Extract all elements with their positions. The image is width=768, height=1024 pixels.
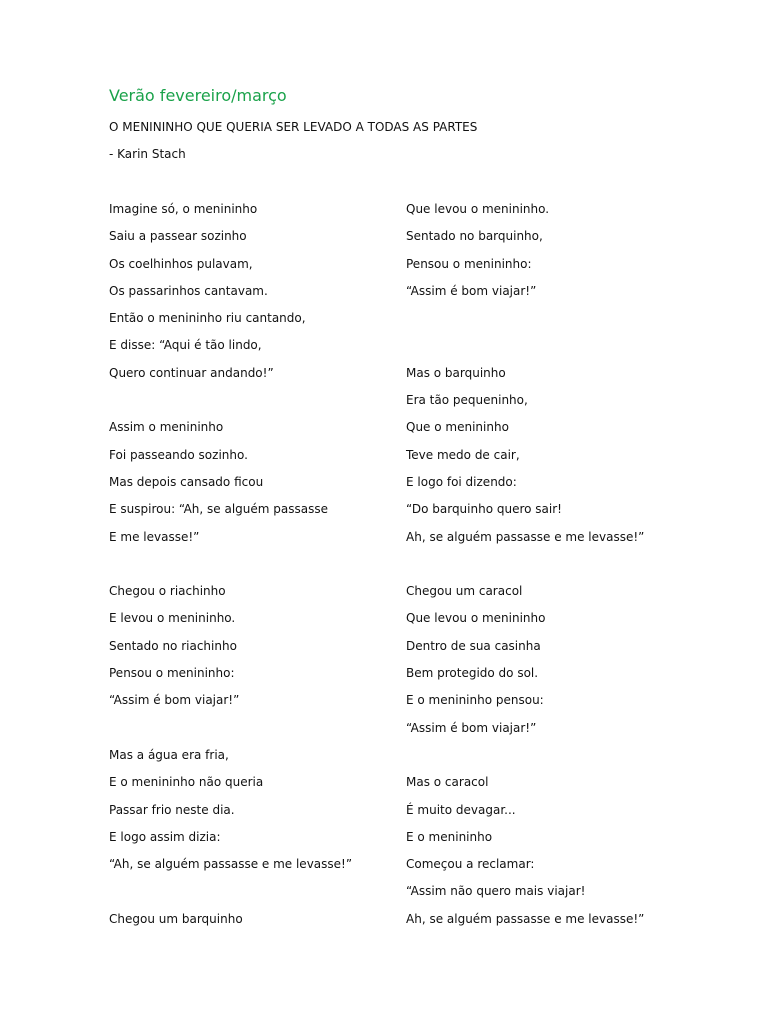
poem-line: E logo foi dizendo: [406, 474, 517, 489]
poem-line: Assim o menininho [109, 420, 224, 435]
section-heading: Verão fevereiro/março [109, 86, 287, 105]
stanza-break [109, 391, 352, 418]
poem-line: Era tão pequeninho, [406, 393, 528, 408]
poem-line: Então o menininho riu cantando, [109, 311, 306, 326]
stanza-break [406, 555, 644, 582]
poem-line: E suspirou: “Ah, se alguém passasse [109, 502, 329, 517]
poem-line: Pensou o menininho: [109, 666, 235, 681]
poem-line: Foi passeando sozinho. [109, 447, 248, 462]
poem-line: Quero continuar andando!” [109, 365, 274, 380]
poem-line: Mas o caracol [406, 775, 489, 790]
poem-line: Começou a reclamar: [406, 857, 535, 872]
stanza-break [406, 746, 644, 773]
poem-line: Que levou o menininho [406, 611, 546, 626]
stanza-break [406, 309, 644, 336]
stanza-break [406, 336, 644, 363]
poem-line: E logo assim dizia: [109, 829, 221, 844]
poem-line: Mas o barquinho [406, 365, 506, 380]
poem-line: “Assim é bom viajar!” [406, 283, 537, 298]
poem-line: E disse: “Aqui é tão lindo, [109, 338, 262, 353]
poem-line: Passar frio neste dia. [109, 802, 235, 817]
poem-author: - Karin Stach [109, 147, 186, 161]
poem-line: Imagine só, o menininho [109, 202, 258, 216]
poem-line: E levou o menininho. [109, 611, 236, 626]
poem-line: E o menininho [406, 829, 493, 844]
stanza-break [109, 555, 352, 582]
poem-line: Os coelhinhos pulavam, [109, 256, 253, 271]
poem-line: Os passarinhos cantavam. [109, 283, 268, 298]
poem-line: É muito devagar... [406, 802, 516, 817]
stanza-break [109, 719, 352, 746]
poem-line: Mas depois cansado ficou [109, 474, 264, 489]
poem-line: Saiu a passear sozinho [109, 229, 247, 244]
poem-line: Teve medo de cair, [406, 447, 520, 462]
poem-line: “Assim não quero mais viajar! [406, 884, 586, 899]
poem-line: Chegou um barquinho [109, 911, 243, 926]
poem-line: E o menininho não queria [109, 775, 264, 790]
stanza-break [109, 882, 352, 909]
poem-line: “Assim é bom viajar!” [109, 693, 240, 708]
poem-column-right [406, 200, 644, 937]
poem-line: Pensou o menininho: [406, 256, 532, 271]
poem-line: “Ah, se alguém passasse e me levasse!” [109, 857, 353, 872]
poem-line: Sentado no riachinho [109, 638, 237, 653]
poem-line: “Do barquinho quero sair! [406, 502, 562, 517]
poem-line: E me levasse!” [109, 529, 200, 544]
poem-line: Que levou o menininho. [406, 202, 550, 216]
poem-line: Chegou o riachinho [109, 584, 226, 599]
poem-line: Bem protegido do sol. [406, 666, 539, 681]
poem-line: Ah, se alguém passasse e me levasse!” [406, 911, 645, 926]
poem-line: “Assim é bom viajar!” [406, 720, 537, 735]
poem-line: E o menininho pensou: [406, 693, 544, 708]
poem-line: Que o menininho [406, 420, 509, 435]
poem-title: O MENININHO QUE QUERIA SER LEVADO A TODAS AS PARTES [109, 120, 478, 134]
poem-line: Mas a água era fria, [109, 747, 229, 762]
poem-line: Chegou um caracol [406, 584, 523, 599]
poem-line: Sentado no barquinho, [406, 229, 543, 244]
poem-line: Ah, se alguém passasse e me levasse!” [406, 529, 645, 544]
poem-line: Dentro de sua casinha [406, 638, 541, 653]
poem-column-left [109, 200, 352, 937]
